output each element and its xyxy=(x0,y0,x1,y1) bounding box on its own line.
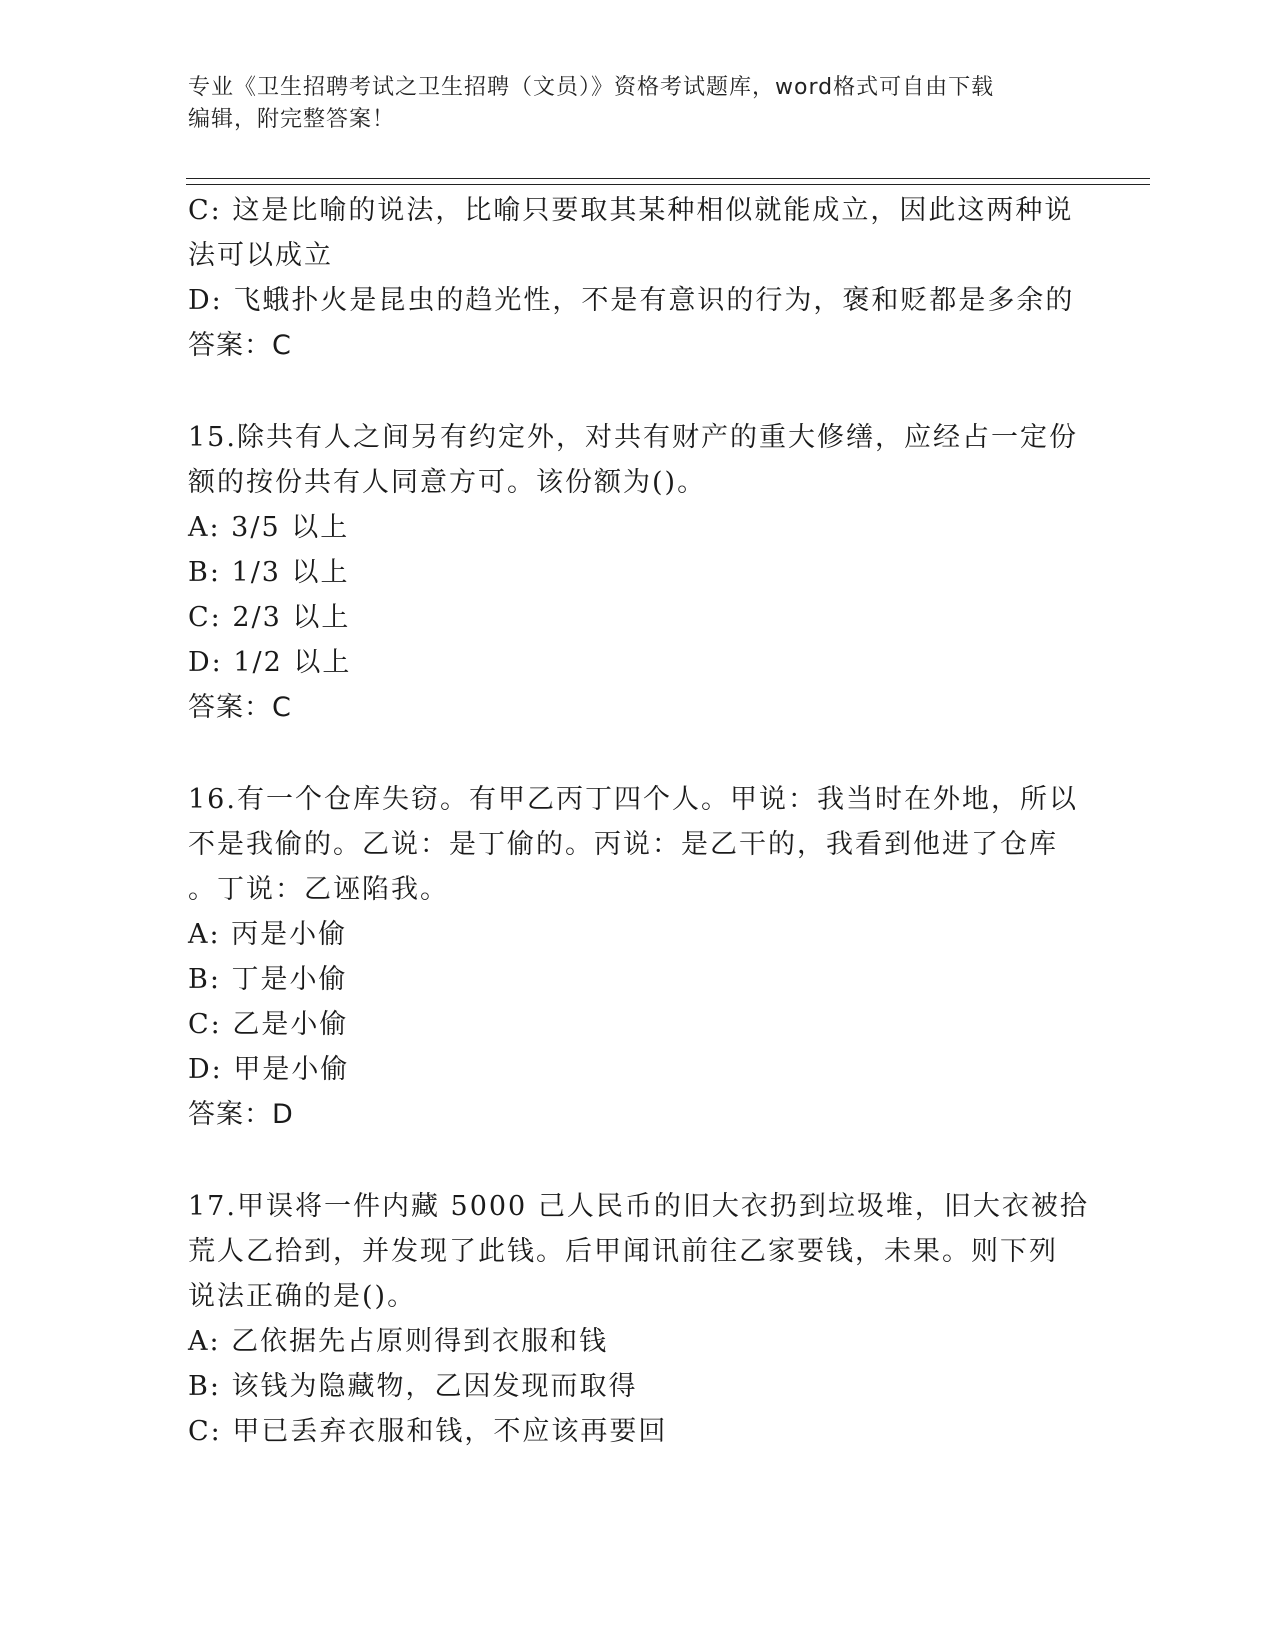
question-text-line-1: 15.除共有人之间另有约定外，对共有财产的重大修缮，应经占一定份 xyxy=(188,422,1078,453)
option-d: D: 甲是小偷 xyxy=(188,1054,350,1085)
option-b: B: 该钱为隐藏物，乙因发现而取得 xyxy=(188,1371,638,1402)
option-c: C: 甲已丢弃衣服和钱，不应该再要回 xyxy=(188,1416,668,1447)
spacer xyxy=(188,1137,1088,1184)
option-d: D: 飞蛾扑火是昆虫的趋光性，不是有意识的行为，褒和贬都是多余的 xyxy=(188,285,1075,316)
question-text-line-2: 不是我偷的。乙说：是丁偷的。丙说：是乙干的，我看到他进了仓库 xyxy=(188,829,1058,860)
option-a: A: 3/5 以上 xyxy=(188,512,350,543)
spacer xyxy=(188,368,1088,415)
header-line-2: 编辑，附完整答案！ xyxy=(188,107,396,132)
question-text-line-3: 说法正确的是()。 xyxy=(188,1281,417,1312)
answer: 答案：C xyxy=(188,692,292,723)
question-text-line-2: 额的按份共有人同意方可。该份额为()。 xyxy=(188,467,707,498)
answer: 答案：C xyxy=(188,330,292,361)
option-a: A: 丙是小偷 xyxy=(188,919,348,950)
header-divider-bottom xyxy=(186,184,1150,185)
option-a: A: 乙依据先占原则得到衣服和钱 xyxy=(188,1326,609,1357)
document-header xyxy=(188,72,1068,136)
question-text-line-2: 荒人乙拾到，并发现了此钱。后甲闻讯前往乙家要钱，未果。则下列 xyxy=(188,1236,1058,1267)
question-text-line-1: 16.有一个仓库失窃。有甲乙丙丁四个人。甲说：我当时在外地，所以 xyxy=(188,784,1078,815)
question-16 xyxy=(188,777,1088,1137)
answer: 答案：D xyxy=(188,1099,294,1130)
question-15 xyxy=(188,415,1088,730)
question-list xyxy=(188,188,1088,1454)
option-c: C: 乙是小偷 xyxy=(188,1009,349,1040)
option-d: D: 1/2 以上 xyxy=(188,647,352,678)
option-c: C: 2/3 以上 xyxy=(188,602,351,633)
header-line-1: 专业《卫生招聘考试之卫生招聘（文员）》资格考试题库，word格式可自由下载 xyxy=(188,75,995,100)
question-text-line-1: 17.甲误将一件内藏 5000 己人民币的旧大衣扔到垃圾堆，旧大衣被拾 xyxy=(188,1191,1089,1222)
header-divider-top xyxy=(186,178,1150,179)
option-b: B: 丁是小偷 xyxy=(188,964,348,995)
spacer xyxy=(188,730,1088,777)
option-c-line-2: 法可以成立 xyxy=(188,240,333,271)
option-b: B: 1/3 以上 xyxy=(188,557,350,588)
question-17 xyxy=(188,1184,1088,1454)
option-c-line-1: C: 这是比喻的说法，比喻只要取其某种相似就能成立，因此这两种说 xyxy=(188,195,1074,226)
question-14-tail xyxy=(188,188,1088,368)
question-text-line-3: 。丁说：乙诬陷我。 xyxy=(188,874,449,905)
